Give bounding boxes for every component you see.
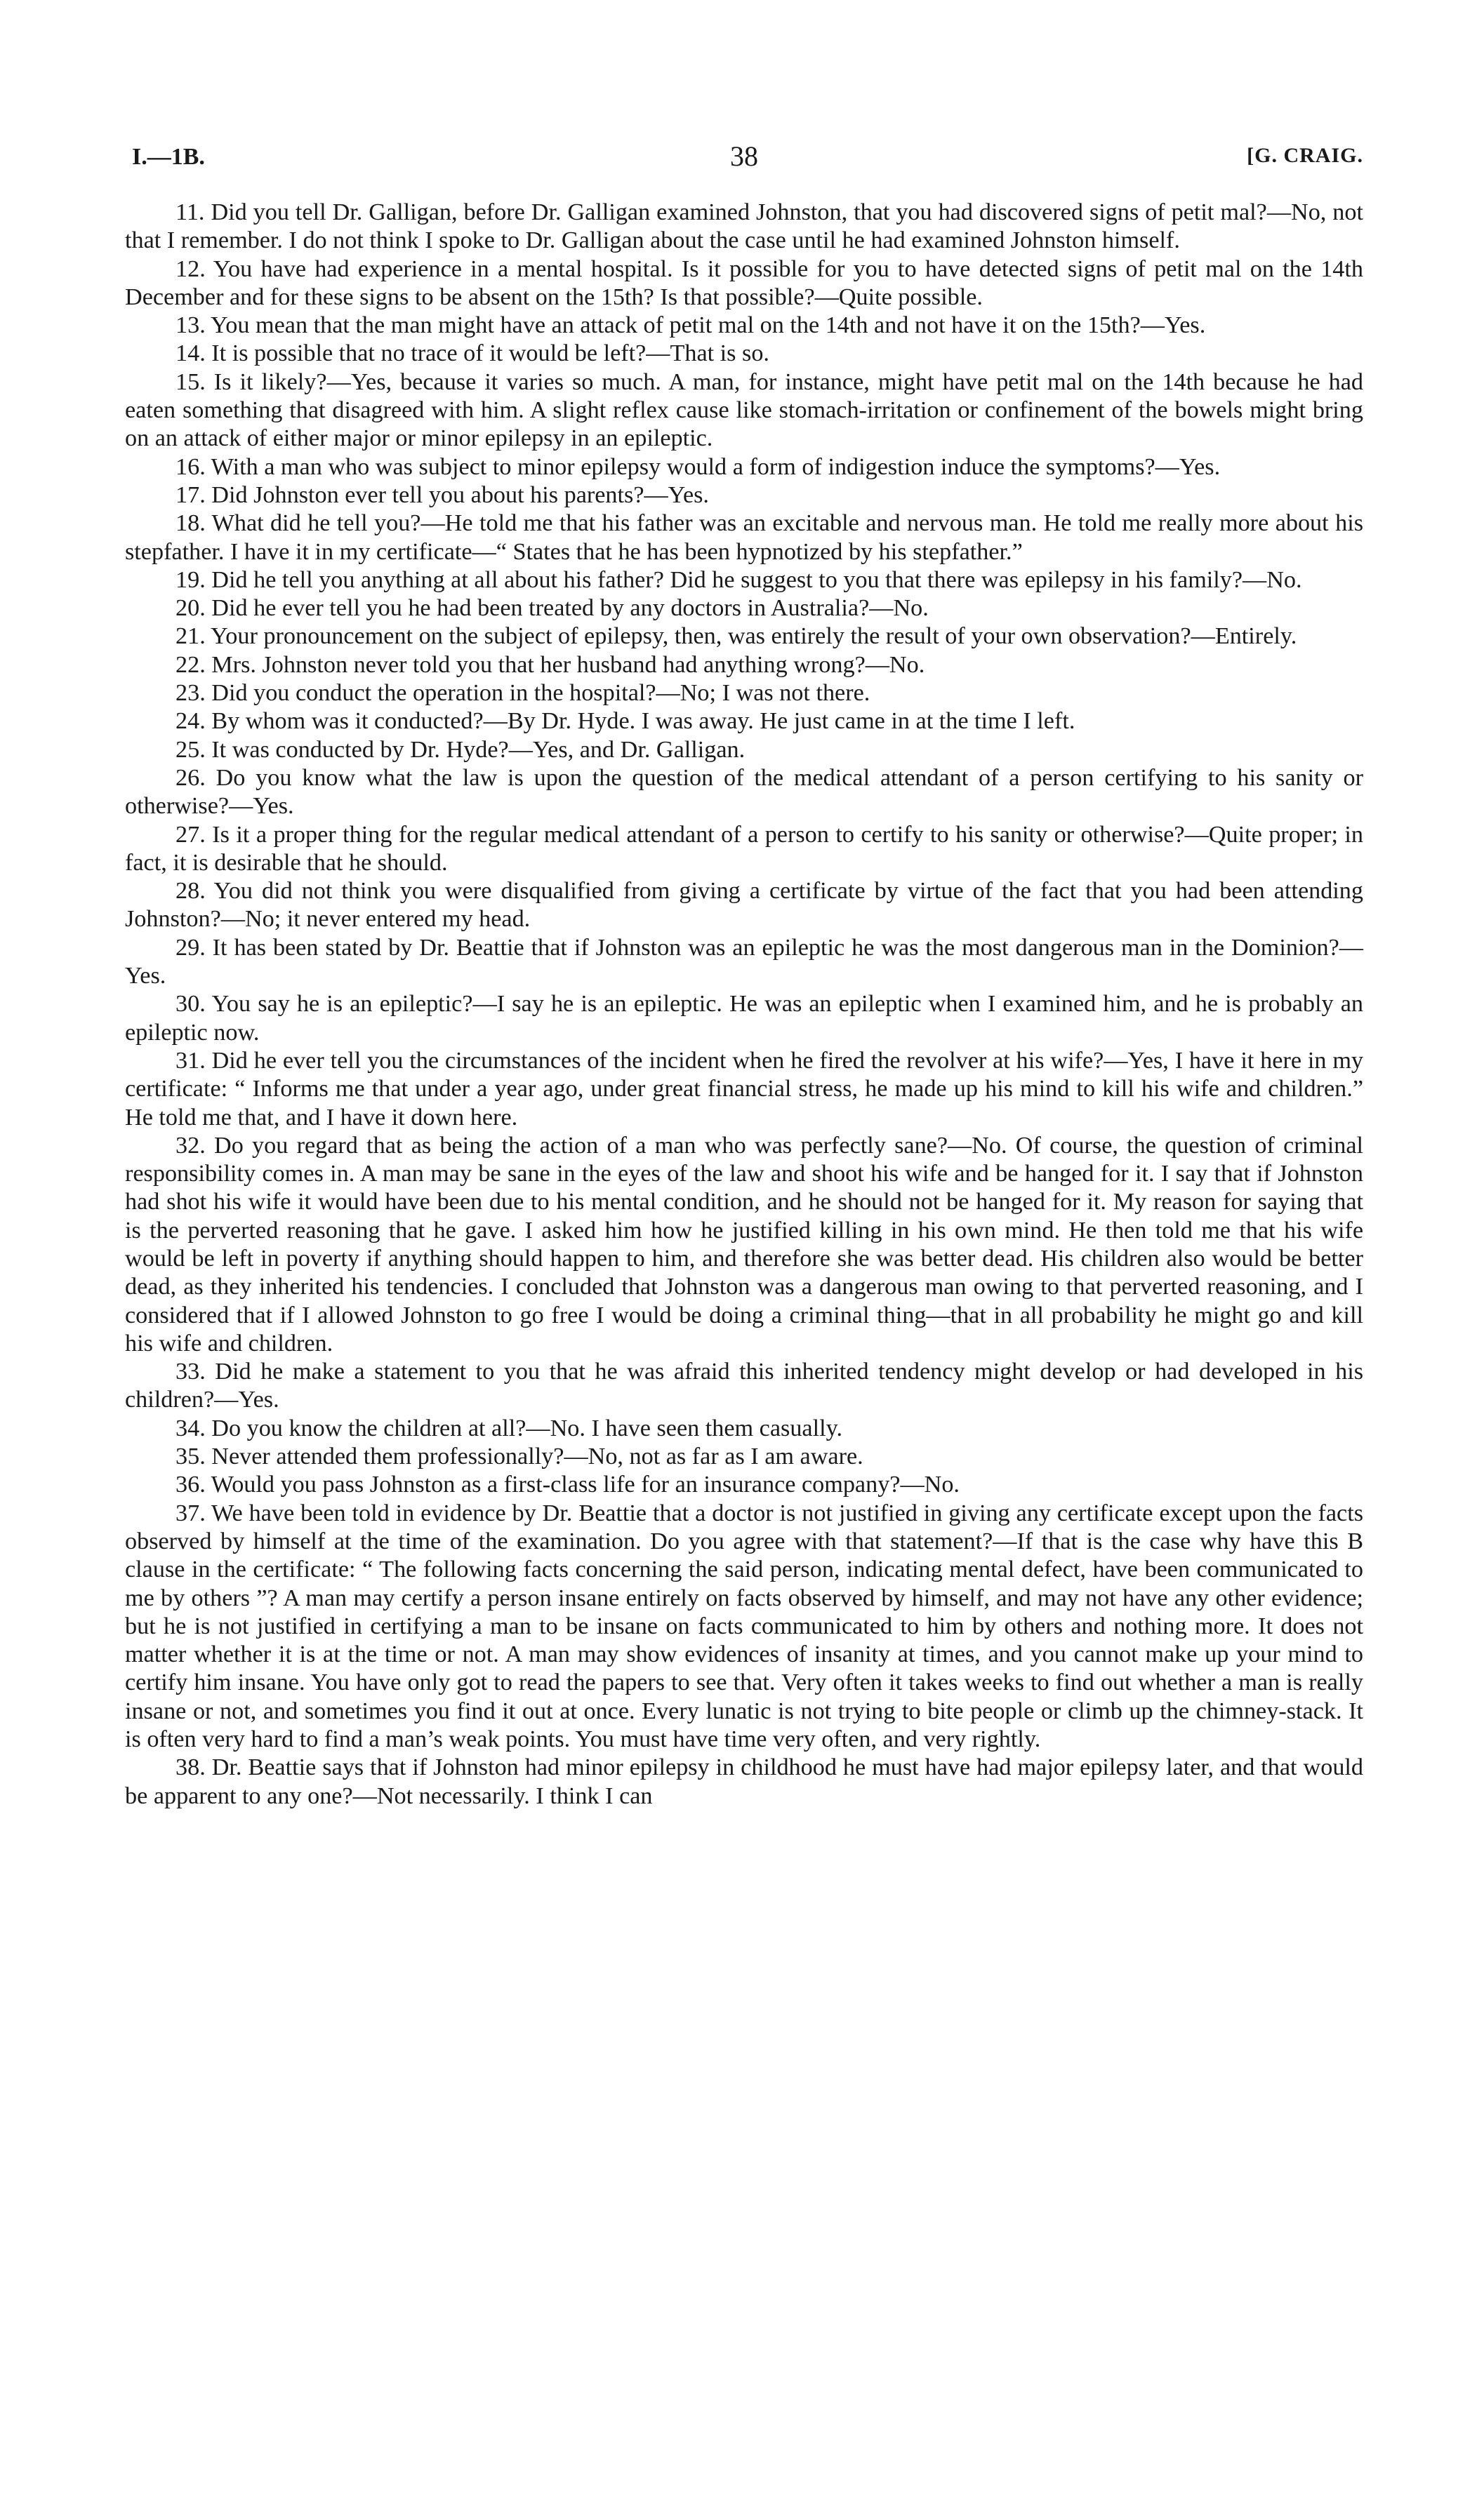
question-number: 15. xyxy=(175,368,206,395)
paragraph-text: It was conducted by Dr. Hyde?—Yes, and Dr. Galligan. xyxy=(211,736,746,763)
paragraph-text: Did he make a statement to you that he was afraid this inherited tendency might develop or had developed in his children?—Yes. xyxy=(125,1359,1363,1413)
testimony-paragraph xyxy=(125,1132,1363,1358)
question-number: 27. xyxy=(175,821,206,848)
paragraph-text: Did he tell you anything at all about his father? Did he suggest to you that there was epilepsy in his family?—No. xyxy=(211,566,1302,593)
testimony-paragraph xyxy=(125,1500,1363,1754)
question-number: 30. xyxy=(175,991,206,1018)
testimony-paragraph xyxy=(125,255,1363,312)
question-number: 34. xyxy=(175,1415,206,1441)
question-number: 14. xyxy=(175,340,206,367)
question-number: 23. xyxy=(175,680,206,707)
testimony-paragraph xyxy=(125,1443,1363,1471)
testimony-body xyxy=(125,199,1363,1811)
paragraph-text: With a man who was subject to minor epilepsy would a form of indigestion induce the symptoms?—Yes. xyxy=(211,453,1221,480)
question-number: 18. xyxy=(175,510,206,537)
paragraph-text: Your pronouncement on the subject of epilepsy, then, was entirely the result of your own observation?—Entirely. xyxy=(211,623,1297,650)
testimony-paragraph xyxy=(125,651,1363,679)
testimony-paragraph xyxy=(125,1358,1363,1415)
page-header xyxy=(125,137,1363,186)
testimony-paragraph xyxy=(125,877,1363,934)
question-number: 12. xyxy=(175,255,206,282)
question-number: 35. xyxy=(175,1444,206,1470)
question-number: 19. xyxy=(175,566,206,593)
paragraph-text: Did you tell Dr. Galligan, before Dr. Galligan examined Johnston, that you had discovered signs of petit mal?—No, not that I remember. I do not think I spoke to Dr. Galligan about the case until he had examined Johnston himself. xyxy=(125,199,1363,254)
question-number: 36. xyxy=(175,1472,206,1498)
paragraph-text: You mean that the man might have an attack of petit mal on the 14th and not have it on the 15th?—Yes. xyxy=(211,312,1206,339)
paragraph-text: We have been told in evidence by Dr. Beattie that a doctor is not justified in giving any certificate except upon the facts observed by himself at the time of the examination. Do you agree with that statement?—If that is the case why have this B clause in the certificate: “ The following facts concerning the said person, indicating mental defect, have been communicated to me by others ”? A man may certify a person insane entirely on facts observed by himself, and may not have any other evidence; but he is not justified in certifying a man to be insane on facts communicated to him by others and nothing more. It does not matter whether it is at the time or not. A man may show evidences of insanity at times, and you cannot make up your mind to certify him insane. You have only got to read the papers to see that. Very often it takes weeks to find out whether a man is really insane or not, and sometimes you find it out at once. Every lunatic is not trying to bite people or climb up the chimney-stack. It is often very hard to find a man’s weak points. You must have time very often, and very rightly. xyxy=(125,1500,1363,1753)
testimony-paragraph xyxy=(125,1415,1363,1443)
question-number: 38. xyxy=(175,1754,206,1781)
question-number: 28. xyxy=(175,878,206,905)
testimony-paragraph xyxy=(125,934,1363,991)
testimony-paragraph xyxy=(125,566,1363,594)
testimony-paragraph xyxy=(125,736,1363,764)
question-number: 25. xyxy=(175,736,206,763)
paragraph-text: Do you know the children at all?—No. I have seen them casually. xyxy=(211,1415,843,1441)
paragraph-text: Is it likely?—Yes, because it varies so much. A man, for instance, might have petit mal on the 14th because he had eaten something that disagreed with him. A slight reflex cause like stomach-irritation or confinement of the bowels might bring on an attack of either major or minor epilepsy in an epileptic. xyxy=(125,368,1364,452)
testimony-paragraph xyxy=(125,453,1363,481)
testimony-paragraph xyxy=(125,1471,1363,1499)
question-number: 24. xyxy=(175,708,206,735)
testimony-paragraph xyxy=(125,1754,1363,1811)
paragraph-text: You say he is an epileptic?—I say he is an epileptic. He was an epileptic when I examined him, and he is probably an epileptic now. xyxy=(125,991,1364,1046)
paragraph-text: Did he ever tell you the circumstances of the incident when he fired the revolver at his wife?—Yes, I have it here in my certificate: “ Informs me that under a year ago, under great financial stress, he made up his mind to kill his wife and children.” He told me that, and I have it down here. xyxy=(125,1047,1364,1131)
testimony-paragraph xyxy=(125,509,1363,566)
paragraph-text: Do you know what the law is upon the question of the medical attendant of a person certifying to his sanity or otherwise?—Yes. xyxy=(125,764,1364,820)
page-number: 38 xyxy=(730,140,758,172)
testimony-paragraph xyxy=(125,312,1363,340)
paragraph-text: Never attended them professionally?—No, not as far as I am aware. xyxy=(211,1444,863,1470)
paragraph-text: You did not think you were disqualified from giving a certificate by virtue of the fact that you had been attending Johnston?—No; it never entered my head. xyxy=(125,878,1363,933)
question-number: 17. xyxy=(175,481,206,508)
question-number: 13. xyxy=(175,312,206,339)
testimony-paragraph xyxy=(125,990,1363,1047)
paragraph-text: It is possible that no trace of it would be left?—That is so. xyxy=(211,340,769,367)
question-number: 20. xyxy=(175,595,206,622)
paragraph-text: Mrs. Johnston never told you that her husband had anything wrong?—No. xyxy=(211,651,925,678)
paragraph-text: Would you pass Johnston as a first-class life for an insurance company?—No. xyxy=(211,1472,960,1498)
question-number: 32. xyxy=(175,1132,206,1159)
paragraph-text: Dr. Beattie says that if Johnston had minor epilepsy in childhood he must have had major epilepsy later, and that would be apparent to any one?—Not necessarily. I think I can xyxy=(125,1754,1364,1809)
paragraph-text: Did he ever tell you he had been treated by any doctors in Australia?—No. xyxy=(211,595,929,622)
question-number: 16. xyxy=(175,453,206,480)
paragraph-text: By whom was it conducted?—By Dr. Hyde. I was away. He just came in at the time I left. xyxy=(211,708,1075,735)
question-number: 33. xyxy=(175,1359,206,1385)
testimony-paragraph xyxy=(125,622,1363,651)
testimony-paragraph xyxy=(125,481,1363,509)
testimony-paragraph xyxy=(125,764,1363,821)
testimony-paragraph xyxy=(125,679,1363,707)
paragraph-text: Did Johnston ever tell you about his parents?—Yes. xyxy=(211,481,709,508)
question-number: 22. xyxy=(175,651,206,678)
paragraph-text: Is it a proper thing for the regular medical attendant of a person to certify to his sanity or otherwise?—Quite proper; in fact, it is desirable that he should. xyxy=(125,821,1363,876)
question-number: 29. xyxy=(175,934,206,961)
testimony-paragraph xyxy=(125,594,1363,622)
testimony-paragraph xyxy=(125,199,1363,255)
question-number: 31. xyxy=(175,1047,206,1074)
paragraph-text: What did he tell you?—He told me that his father was an excitable and nervous man. He told me really more about his stepfather. I have it in my certificate—“ States that he has been hypnotized by his stepfather.” xyxy=(125,510,1363,565)
testimony-paragraph xyxy=(125,821,1363,878)
question-number: 37. xyxy=(175,1500,206,1526)
paragraph-text: Did you conduct the operation in the hospital?—No; I was not there. xyxy=(211,680,870,707)
testimony-paragraph xyxy=(125,1047,1363,1132)
paragraph-text: It has been stated by Dr. Beattie that if Johnston was an epileptic he was the most dangerous man in the Dominion?—Yes. xyxy=(125,934,1363,989)
paragraph-text: You have had experience in a mental hospital. Is it possible for you to have detected signs of petit mal on the 14th December and for these signs to be absent on the 15th? Is that possible?—Quite possible. xyxy=(125,255,1363,310)
testimony-paragraph xyxy=(125,340,1363,368)
question-number: 11. xyxy=(175,199,205,225)
question-number: 21. xyxy=(175,623,206,650)
document-reference: I.—1B. xyxy=(132,144,205,170)
testimony-paragraph xyxy=(125,707,1363,735)
question-number: 26. xyxy=(175,764,206,791)
paragraph-text: Do you regard that as being the action of a man who was perfectly sane?—No. Of course, the question of criminal responsibility comes in. A man may be sane in the eyes of the law and shoot his wife and be hanged for it. I say that if Johnston had shot his wife it would have been due to his mental condition, and he should not be hanged for it. My reason for saying that is the perverted reasoning that he gave. I asked him how he justified killing in his own mind. He then told me that his wife would be left in poverty if anything should happen to him, and therefore she was better dead. His children also would be better dead, as they inherited his tendencies. I concluded that Johnston was a dangerous man owing to that perverted reasoning, and I considered that if I allowed Johnston to go free I would be doing a criminal thing—that in all probability he might go and kill his wife and children. xyxy=(125,1132,1363,1356)
testimony-paragraph xyxy=(125,368,1363,453)
witness-name: [G. CRAIG. xyxy=(1247,144,1363,167)
